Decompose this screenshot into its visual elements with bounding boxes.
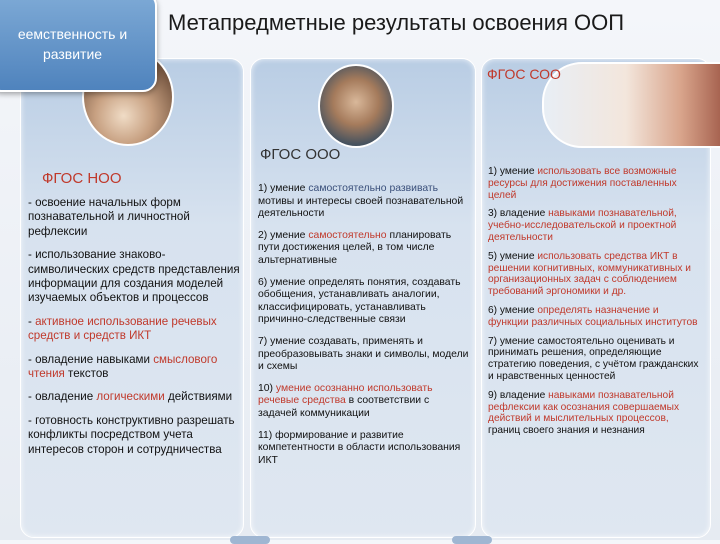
list-item [258, 277, 470, 327]
list-item-text: - освоение начальных форм познавательной и личностной рефлексии [28, 196, 190, 238]
bottom-tab-left [230, 536, 270, 544]
list-item-text: - овладение навыками [28, 352, 154, 366]
list-item [488, 166, 700, 201]
noo-list [28, 196, 240, 466]
list-item [488, 251, 700, 298]
list-item-text: 7) умение самостоятельно оценивать и принимать решения, определяющие стратегию поведения, с учётом гражданских и нравственных ценностей [488, 335, 699, 382]
list-item-text: самостоятельно развивать [308, 183, 439, 194]
photo-senior-student [542, 62, 720, 148]
list-item [258, 383, 470, 421]
list-item-text: использовать средства ИКТ в решении когнитивных, коммуникативных и организационных задач с соблюдением требований эргономики и др. [488, 250, 691, 298]
list-item-text: мотивы и интересы своей познавательной деятельности [258, 195, 464, 220]
list-item-text: использовать все возможные ресурсы для достижения поставленных целей [488, 166, 677, 201]
list-item-text: логическими [96, 390, 165, 404]
list-item-text: 9) владение [488, 389, 549, 401]
list-item-text: - использование знаково-символических средств представления информации для создания моделей изучаемых объектов и процессов [28, 248, 240, 305]
list-item-text: в соответствии с задачей коммуникации [258, 395, 430, 419]
page-title: Метапредметные результаты освоения ООП [168, 10, 625, 35]
bottom-tab-right [452, 536, 492, 544]
list-item-text: 5) умение [488, 250, 538, 262]
list-item [258, 183, 470, 221]
list-item-text: навыками познавательной рефлексии как осознания совершаемых действий и мыслительных процессов, [488, 389, 680, 425]
list-item-text: 1) умение [258, 183, 309, 194]
list-item-text: - готовность конструктивно разрешать конфликты посредством учета интересов сторон и сотрудничества [28, 413, 235, 456]
list-item-text: 11) формирование и развитие компетентности в области использования ИКТ [258, 429, 461, 466]
list-item-text: самостоятельно [308, 229, 387, 241]
soo-list [488, 166, 700, 444]
list-item [488, 305, 700, 329]
header-noo: ФГОС НОО [42, 170, 122, 187]
list-item [488, 336, 700, 383]
list-item-text: навыками познавательной, учебно-исследовательской и проектной деятельности [488, 208, 677, 243]
list-item-text: 2) умение [258, 229, 309, 241]
list-item-text: смыслового чтения [28, 352, 218, 381]
list-item-text: активное использование речевых средств и средств ИКТ [28, 314, 217, 343]
list-item [28, 196, 240, 239]
list-item [258, 430, 470, 468]
list-item-text: 7) умение создавать, применять и преобразовывать знаки и символы, модели и схемы [258, 335, 469, 373]
list-item [28, 248, 240, 306]
list-item [28, 414, 240, 457]
continuity-badge [0, 0, 157, 92]
list-item [28, 353, 240, 382]
list-item-text: умение осознанно использовать речевые средства [258, 382, 433, 407]
list-item-text: 6) умение определять понятия, создавать обобщения, устанавливать аналогии, классифицировать, устанавливать причинно-следственные связи [258, 276, 461, 326]
photo-middle-student [318, 64, 394, 148]
list-item-text: границ своего знания и незнания [488, 425, 645, 437]
header-soo: ФГОС СОО [487, 66, 561, 82]
list-item [28, 390, 240, 404]
badge-line-2: развитие [42, 46, 103, 62]
list-item [488, 390, 700, 437]
list-item-text: - [28, 314, 36, 328]
ooo-list [258, 183, 470, 476]
list-item [488, 208, 700, 243]
list-item-text: текстов [64, 367, 109, 381]
list-item-text: действиями [164, 390, 233, 404]
list-item-text: планировать пути достижения целей, в том числе альтернативные [258, 229, 452, 266]
list-item [258, 336, 470, 374]
list-item-text: 3) владение [488, 208, 549, 220]
header-ooo: ФГОС ООО [260, 146, 341, 163]
list-item [258, 230, 470, 268]
list-item-text: 6) умение [488, 304, 538, 316]
list-item-text: 10) [258, 382, 276, 394]
list-item-text: - овладение [28, 390, 97, 404]
list-item-text: определять назначение и функции различных социальных институтов [488, 304, 698, 328]
list-item-text: 1) умение [488, 166, 538, 177]
badge-line-1: еемственность и [17, 26, 128, 42]
list-item [28, 315, 240, 344]
